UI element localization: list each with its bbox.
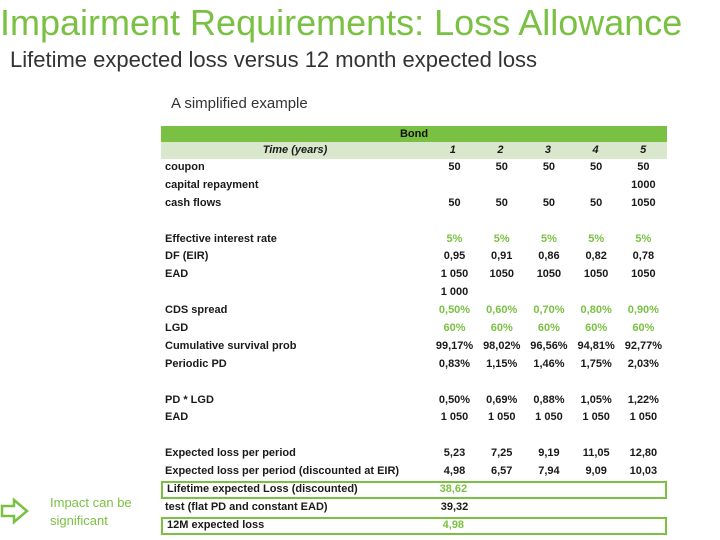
table-cell: 99,17% [435, 339, 474, 352]
table-cell: 6,57 [491, 465, 513, 478]
year-cell: 2 [497, 144, 504, 156]
table-cell: 5% [540, 232, 557, 245]
table-cell: 1,22% [627, 393, 659, 406]
row-label: coupon [165, 161, 205, 173]
table-cell: 1050 [489, 268, 514, 281]
table-cell: 11,05 [582, 447, 610, 460]
row-label: EAD [165, 411, 189, 424]
table-cell: 5% [493, 232, 510, 245]
table-cell: 1,05% [580, 393, 612, 406]
table-cell: 50 [495, 161, 508, 173]
table-cell: 1 050 [535, 411, 563, 424]
table-row [161, 499, 667, 517]
table-cell: 1050 [631, 196, 656, 209]
table-row [161, 320, 667, 338]
table-cell: 0,50% [438, 304, 471, 317]
table-cell: 9,09 [585, 465, 607, 478]
table-cell: 0,80% [580, 304, 612, 317]
row-label: DF (EIR) [165, 250, 209, 263]
table-cell: 0,88% [533, 393, 565, 406]
table-cell: 1,75% [580, 357, 612, 370]
row-label: capital repayment [165, 178, 259, 191]
row-label: EAD [165, 268, 189, 281]
table-cell: 0,95 [443, 250, 466, 263]
table-cell: 94,81% [577, 339, 615, 352]
table-cell: 96,56% [530, 339, 568, 352]
row-label: Expected loss per period [165, 447, 296, 460]
right-arrow-outline-icon [0, 497, 30, 530]
table-cell: 1 050 [582, 411, 610, 424]
lifetime-loss-row [161, 481, 667, 499]
row-label: Effective interest rate [165, 232, 277, 245]
row-label: Cumulative survival prob [165, 339, 297, 352]
table-cell: 7,25 [491, 447, 513, 460]
table-cell: 0,91 [491, 250, 513, 263]
spacer-row [161, 427, 667, 445]
table-cell: 2,03% [627, 357, 659, 370]
table-row [161, 177, 667, 195]
time-header-row [161, 142, 667, 159]
page-subtitle: Lifetime expected loss versus 12 month expected loss [10, 47, 538, 72]
year-cell: 5 [640, 144, 647, 156]
year-cell: 3 [544, 144, 552, 156]
row-label: Lifetime expected Loss (discounted) [167, 483, 358, 496]
table-cell: 1050 [631, 268, 656, 281]
table-cell: 0,60% [486, 304, 518, 317]
table-row [161, 195, 667, 213]
table-cell: 5% [446, 232, 463, 245]
table-cell: 5% [635, 232, 652, 245]
table-cell: 5% [588, 232, 605, 245]
row-label: Expected loss per period (discounted at EIR) [165, 465, 400, 478]
table-cell: 12,80 [629, 447, 658, 460]
table-cell: 60% [443, 322, 466, 335]
table-cell: 50 [542, 161, 556, 173]
table-row [161, 266, 667, 284]
table-cell: 0,83% [438, 357, 471, 370]
bond-table [161, 126, 667, 535]
bond-header: Bond [161, 126, 667, 142]
table-cell: 1 050 [440, 411, 469, 424]
table-cell: 1 050 [440, 268, 469, 281]
table-row [161, 284, 667, 302]
table-cell: 38,62 [439, 483, 468, 496]
table-row [161, 302, 667, 320]
time-label: Time (years) [262, 144, 328, 156]
table-row [161, 231, 667, 249]
table-cell: 60% [585, 322, 608, 335]
example-caption: A simplified example [171, 95, 308, 112]
twelve-month-loss-row [161, 517, 667, 535]
table-cell: 92,77% [624, 339, 663, 352]
row-label: LGD [165, 322, 189, 335]
table-cell: 60% [537, 322, 560, 335]
table-row [161, 445, 667, 463]
table-cell: 4,98 [443, 465, 466, 478]
table-row [161, 356, 667, 374]
table-cell: 50 [495, 196, 508, 209]
table-cell: 50 [542, 196, 556, 209]
row-label: PD * LGD [165, 393, 214, 406]
year-cell: 4 [592, 144, 599, 156]
table-cell: 0,70% [533, 304, 565, 317]
table-cell: 60% [490, 322, 513, 335]
impact-note: Impact can be significant [50, 495, 132, 528]
table-cell: 1 050 [629, 411, 658, 424]
table-cell: 1050 [536, 268, 562, 281]
table-cell: 50 [448, 196, 461, 209]
table-cell: 0,82 [585, 250, 607, 263]
table-cell: 5,23 [443, 447, 466, 460]
table-cell: 50 [637, 161, 650, 173]
table-row [161, 159, 667, 177]
row-label: test (flat PD and constant EAD) [165, 500, 328, 513]
page-title: Impairment Requirements: Loss Allowance [0, 2, 683, 43]
table-cell: 50 [590, 196, 603, 209]
row-label: cash flows [165, 196, 222, 209]
year-cell: 1 [449, 144, 456, 156]
table-cell: 1050 [583, 268, 609, 281]
table-row [161, 409, 667, 427]
row-label: CDS spread [165, 304, 228, 317]
table-cell: 9,19 [538, 447, 560, 460]
table-cell: 50 [448, 161, 461, 173]
row-label: 12M expected loss [167, 518, 265, 531]
table-cell: 1,15% [486, 357, 518, 370]
table-cell: 0,78 [632, 250, 655, 263]
row-label: Periodic PD [165, 357, 227, 370]
table-row [161, 392, 667, 410]
table-cell: 1000 [631, 178, 656, 191]
table-cell: 4,98 [442, 518, 465, 531]
table-cell: 98,02% [483, 339, 521, 352]
table-cell: 50 [590, 161, 603, 173]
table-cell: 1 000 [440, 286, 469, 299]
table-row [161, 463, 667, 481]
table-row [161, 248, 667, 266]
table-cell: 10,03 [629, 465, 658, 478]
table-cell: 0,50% [438, 393, 471, 406]
spacer-row [161, 374, 667, 392]
table-cell: 0,86 [538, 250, 560, 263]
table-row [161, 338, 667, 356]
table-cell: 1 050 [487, 411, 516, 424]
table-cell: 1,46% [533, 357, 565, 370]
table-cell: 7,94 [538, 465, 560, 478]
table-cell: 60% [632, 322, 655, 335]
table-cell: 0,90% [627, 304, 659, 317]
spacer-row [161, 213, 667, 231]
table-cell: 39,32 [440, 500, 469, 513]
table-cell: 0,69% [486, 393, 518, 406]
